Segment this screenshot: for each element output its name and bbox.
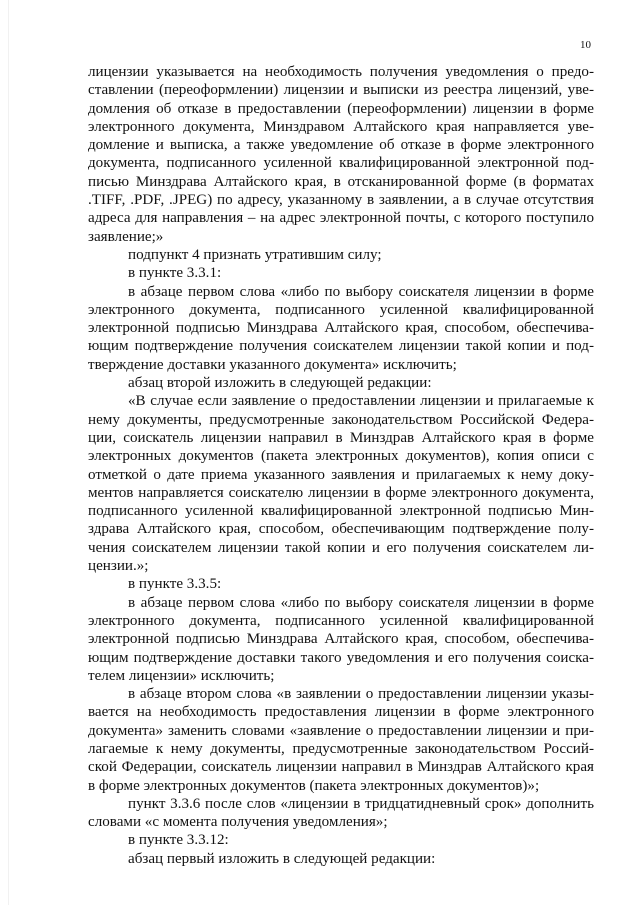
paragraph: в абзаце первом слова «либо по выбору соискателя лицензии в форме электронного документа, подписанного усиленной квалифицированной электронной подписью Минздрава Алтайского края, способом, обеспечивающим подтверждение доставки такого уведомления и его получения соискателем лицензии» исключить; [88,594,594,684]
paragraph: «В случае если заявление о предоставлении лицензии и прилагаемые к нему документы, предусмотренные законодательством Российской Федерации, соискатель лицензии направил в Минздрав Алтайского края в форме электронных документов (пакета электронных документов), копия описи с отметкой о дате приема указанного заявления и прилагаемых к нему документов направляется соискателю лицензии в форме электронного документа, подписанного усиленной квалифицированной электронной подписью Минздрава Алтайского края, способом, обеспечивающим подтверждение получения соискателем лицензии такой копии и его получения соискателем лицензии.»; [88,393,594,575]
paragraph: лицензии указывается на необходимость получения уведомления о предоставлении (переоформлении) лицензии и выписки из реестра лицензий, уведомления об отказе в предоставлении (переоформлении) лицензии в форме электронного документа, Минздравом Алтайского края направляется уведомление и выписка, а также уведомление об отказе в форме электронного документа, подписанного усиленной квалифицированной электронной подписью Минздрава Алтайского края, в отсканированной форме (в форматах .TIFF, .PDF, .JPEG) по адресу, указанному в заявлении, а в случае отсутствия адреса для направления – на адрес электронной почты, с которого поступило заявление;» [88,64,594,245]
page-number: 10 [580,39,591,51]
paragraph: в абзаце первом слова «либо по выбору соискателя лицензии в форме электронного документа, подписанного усиленной квалифицированной электронной подписью Минздрава Алтайского края, способом, обеспечивающим подтверждение получения соискателем лицензии такой копии и подтверждение доставки указанного документа» исключить; [88,283,594,373]
paragraph: пункт 3.3.6 после слов «лицензии в тридцатидневный срок» дополнить словами «с момента получения уведомления»; [88,795,594,831]
paragraph: подпункт 4 признать утратившим силу; [128,246,382,263]
paragraph: в пункте 3.3.1: [128,265,222,282]
paragraph: абзац второй изложить в следующей редакции: [128,375,432,392]
body-text [88,63,594,868]
paragraph: в абзаце втором слова «в заявлении о предоставлении лицензии указывается на необходимость предоставления лицензии в форме электронного документа» заменить словами «заявление о предоставлении лицензии и прилагаемые к нему документы, предусмотренные законодательством Российской Федерации, соискатель лицензии направил в Минздрав Алтайского края в форме электронных документов (пакета электронных документов)»; [88,686,594,794]
paragraph: абзац первый изложить в следующей редакции: [128,850,436,867]
paragraph: в пункте 3.3.5: [128,576,222,593]
scan-edge-line [8,0,9,905]
paragraph: в пункте 3.3.12: [128,832,229,849]
